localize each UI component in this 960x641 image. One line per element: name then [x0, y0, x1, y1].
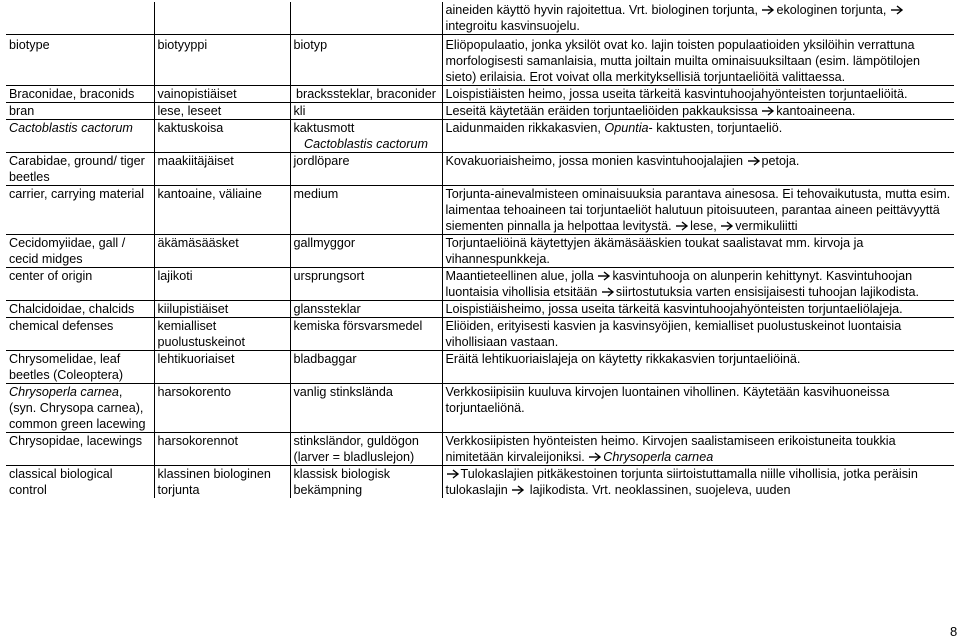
- page-number: 8: [950, 624, 958, 639]
- cell-text: kli: [293, 104, 306, 118]
- term-english: [6, 153, 154, 186]
- cell-text: Cactoblastis cactorum: [9, 121, 133, 135]
- term-english: [6, 466, 154, 499]
- term-swedish: [290, 301, 442, 318]
- cell-text: Cecidomyiidae, gall / cecid midges: [9, 236, 126, 266]
- table-row: [6, 86, 954, 103]
- text-segment: lajikodista. Vrt. neoklassinen, suojeleva, uuden: [526, 483, 791, 497]
- term-finnish: [154, 186, 290, 235]
- term-finnish: [154, 86, 290, 103]
- text-segment: petoja.: [761, 154, 800, 168]
- term-english: [6, 235, 154, 268]
- definition-finnish: [442, 235, 954, 268]
- cell-text: biotype: [9, 38, 50, 52]
- term-english: [6, 433, 154, 466]
- term-finnish: [154, 318, 290, 351]
- definition-finnish: [442, 318, 954, 351]
- cell-text: bran: [9, 104, 35, 118]
- right-arrow-icon: [601, 285, 616, 299]
- table-row: [6, 186, 954, 235]
- text-segment: Verkkosiipisiin kuuluva kirvojen luontainen vihollinen. Käytetään kasvihuoneissa torjuntaeliönä.: [445, 385, 890, 415]
- term-swedish: [290, 318, 442, 351]
- cell-text: lajikoti: [157, 269, 193, 283]
- term-finnish: [154, 120, 290, 153]
- cell-text: kemialliset puolustuskeinot: [157, 319, 246, 349]
- cell-text: Carabidae, ground/ tiger beetles: [9, 154, 145, 184]
- cell-text: Braconidae, braconids: [9, 87, 135, 101]
- definition-finnish: [442, 301, 954, 318]
- cell-text: lese, leseet: [157, 104, 222, 118]
- right-arrow-icon: [761, 3, 776, 17]
- text-segment: kantoaineena.: [776, 104, 856, 118]
- term-finnish: [154, 268, 290, 301]
- cell-text: maakiitäjäiset: [157, 154, 234, 168]
- text-segment: Eliöpopulaatio, jonka yksilöt ovat ko. lajin toisten populaatioiden yksilöihin verrattuna morfologisesti samanlaisia, mutta joiltain muilta ominaisuuksiltaan (esim. lämpötilojen sieto) erilaisia. Erot voivat olla merkityksellisiä torjuntaeliöitä valittaessa.: [445, 38, 921, 84]
- cell-text: glanssteklar: [293, 302, 361, 316]
- term-swedish: [290, 268, 442, 301]
- cell-text: vanlig stinkslända: [293, 385, 393, 399]
- cell-text: kaktusmott: [293, 121, 355, 135]
- term-finnish: [154, 384, 290, 433]
- right-arrow-icon: [511, 483, 526, 497]
- cell-text: jordlöpare: [293, 154, 350, 168]
- table-row: [6, 235, 954, 268]
- text-segment: Eliöiden, erityisesti kasvien ja kasvinsyöjien, kemialliset puolustuskeinot luontaisia vihollisiaan vastaan.: [445, 319, 902, 349]
- term-english: [6, 268, 154, 301]
- right-arrow-icon: [720, 219, 735, 233]
- table-row: [6, 120, 954, 153]
- cell-text: center of origin: [9, 269, 93, 283]
- cell-text: ursprungsort: [293, 269, 365, 283]
- term-finnish: [154, 35, 290, 86]
- table-row: [6, 2, 954, 35]
- text-segment: Tulokaslajien pitkäkestoinen torjunta siirtoistuttamalla niille vihollisia, jotka peräisin tulokaslajin: [445, 467, 918, 497]
- definition-finnish: [442, 86, 954, 103]
- term-swedish: [290, 2, 442, 35]
- table-row: [6, 35, 954, 86]
- cell-text: klassinen biologinen torjunta: [157, 467, 271, 497]
- cell-text: biotyyppi: [157, 38, 208, 52]
- right-arrow-icon: [761, 104, 776, 118]
- term-swedish: [290, 35, 442, 86]
- right-arrow-icon: [597, 269, 612, 283]
- text-segment: Leseitä käytetään eräiden torjuntaeliöiden pakkauksissa: [445, 104, 762, 118]
- text-segment: integroitu kasvinsuojelu.: [445, 19, 580, 33]
- term-finnish: [154, 103, 290, 120]
- term-english: [6, 103, 154, 120]
- cell-text: Chalcidoidae, chalcids: [9, 302, 135, 316]
- cell-text: biotyp: [293, 38, 328, 52]
- definition-finnish: [442, 153, 954, 186]
- cell-text: gallmyggor: [293, 236, 356, 250]
- definition-finnish: [442, 351, 954, 384]
- term-english: [6, 186, 154, 235]
- scientific-name: Cactoblastis cactorum: [304, 137, 428, 151]
- term-swedish: [290, 351, 442, 384]
- term-finnish: [154, 466, 290, 499]
- cell-text: klassisk biologisk bekämpning: [293, 467, 391, 497]
- term-english: [6, 318, 154, 351]
- text-segment: Eräitä lehtikuoriaislajeja on käytetty rikkakasvien torjuntaeliöinä.: [445, 352, 801, 366]
- text-segment: lese,: [690, 219, 721, 233]
- term-swedish: [290, 466, 442, 499]
- term-swedish: [290, 120, 442, 153]
- right-arrow-icon: [890, 3, 905, 17]
- glossary-table: [6, 2, 954, 498]
- cell-text: classical biological control: [9, 467, 113, 497]
- definition-finnish: [442, 2, 954, 35]
- cell-text: chemical defenses: [9, 319, 114, 333]
- text-segment: Kovakuoriaisheimo, jossa monien kasvintuhoojalajien: [445, 154, 747, 168]
- term-english: [6, 351, 154, 384]
- cell-text: bladbaggar: [293, 352, 357, 366]
- italic-term: Chrysoperla carnea: [603, 450, 714, 464]
- term-finnish: [154, 433, 290, 466]
- term-swedish: [290, 235, 442, 268]
- cell-text: kantoaine, väliaine: [157, 187, 262, 201]
- term-swedish: [290, 153, 442, 186]
- text-segment: Torjuntaeliöinä käytettyjen äkämäsääskien toukat saalistavat mm. kirvoja ja vihannespunkkeja.: [445, 236, 864, 266]
- text-segment: siirtostutuksia varten ensisijaisesti tuhoojan lajikodista.: [615, 285, 920, 299]
- cell-text: kiilupistiäiset: [157, 302, 229, 316]
- cell-text: lehtikuoriaiset: [157, 352, 235, 366]
- text-segment: - kaktusten, torjuntaeliö.: [648, 121, 783, 135]
- text-segment: vermikuliitti: [735, 219, 798, 233]
- table-row: [6, 103, 954, 120]
- term-english: [6, 384, 154, 433]
- italic-term: Opuntia: [604, 121, 649, 135]
- cell-text: Chrysomelidae, leaf beetles (Coleoptera): [9, 352, 124, 382]
- table-row: [6, 318, 954, 351]
- term-finnish: [154, 301, 290, 318]
- term-finnish: [154, 351, 290, 384]
- term-swedish: [290, 86, 442, 103]
- right-arrow-icon: [747, 154, 762, 168]
- term-swedish: [290, 433, 442, 466]
- definition-finnish: [442, 384, 954, 433]
- cell-text: Chrysopidae, lacewings: [9, 434, 143, 448]
- text-segment: aineiden käyttö hyvin rajoitettua. Vrt. biologinen torjunta,: [445, 3, 762, 17]
- cell-text: äkämäsääsket: [157, 236, 239, 250]
- cell-text: medium: [293, 187, 339, 201]
- cell-text: stinksländor, guldögon (larver = bladluslejon): [293, 434, 419, 464]
- cell-text: kemiska försvarsmedel: [293, 319, 423, 333]
- text-segment: ekologinen torjunta,: [776, 3, 890, 17]
- term-finnish: [154, 153, 290, 186]
- cell-text: vainopistiäiset: [157, 87, 237, 101]
- text-segment: Maantieteellinen alue, jolla: [445, 269, 598, 283]
- table-row: [6, 268, 954, 301]
- table-row: [6, 153, 954, 186]
- definition-finnish: [442, 186, 954, 235]
- term-finnish: [154, 2, 290, 35]
- table-row: [6, 384, 954, 433]
- term-english: [6, 2, 154, 35]
- definition-finnish: [442, 103, 954, 120]
- text-segment: kasvintuhooja on alunperin kehittynyt. Kasvintuhoojan luontaisia vihollisia etsitään: [445, 269, 913, 299]
- term-english: [6, 120, 154, 153]
- text-segment: Torjunta-ainevalmisteen ominaisuuksia parantava ainesosa. Ei tehovaikutusta, mutta esim. laimentaa tehoaineen tai torjuntaeliöt halutuun pitoisuuteen, parantaa aineen peittävyyttä siementen pinnalla ja helpottaa levitystä.: [445, 187, 951, 233]
- term-english: [6, 301, 154, 318]
- term-english: [6, 35, 154, 86]
- right-arrow-icon: [588, 450, 603, 464]
- cell-text: brackssteklar, braconider: [296, 87, 436, 101]
- term-swedish: [290, 384, 442, 433]
- table-row: [6, 351, 954, 384]
- definition-finnish: [442, 433, 954, 466]
- cell-text: carrier, carrying material: [9, 187, 145, 201]
- cell-text: kaktuskoisa: [157, 121, 224, 135]
- term-swedish: [290, 186, 442, 235]
- definition-finnish: [442, 268, 954, 301]
- definition-finnish: [442, 466, 954, 499]
- right-arrow-icon: [675, 219, 690, 233]
- term-finnish: [154, 235, 290, 268]
- table-row: [6, 433, 954, 466]
- cell-text: harsokorento: [157, 385, 232, 399]
- term-swedish: [290, 103, 442, 120]
- text-segment: Verkkosiipisten hyönteisten heimo. Kirvojen saalistamiseen erikoistuneita toukkia nimitetään kirvaleijoniksi.: [445, 434, 896, 464]
- text-segment: Loispistiäisten heimo, jossa useita tärkeitä kasvintuhoojahyönteisten torjuntaeliöitä.: [445, 87, 908, 101]
- term-english: [6, 86, 154, 103]
- right-arrow-icon: [446, 467, 461, 481]
- italic-term: Chrysoperla carnea: [9, 385, 119, 399]
- table-row: [6, 466, 954, 499]
- text-segment: Laidunmaiden rikkakasvien,: [445, 121, 605, 135]
- definition-finnish: [442, 120, 954, 153]
- cell-text: harsokorennot: [157, 434, 239, 448]
- text-segment: Loispistiäisheimo, jossa useita tärkeitä kasvintuhoojahyönteisten torjuntaeliölajeja.: [445, 302, 903, 316]
- text-segment: , (syn. Chrysopa carnea), common green lacewing: [9, 385, 146, 431]
- table-row: [6, 301, 954, 318]
- definition-finnish: [442, 35, 954, 86]
